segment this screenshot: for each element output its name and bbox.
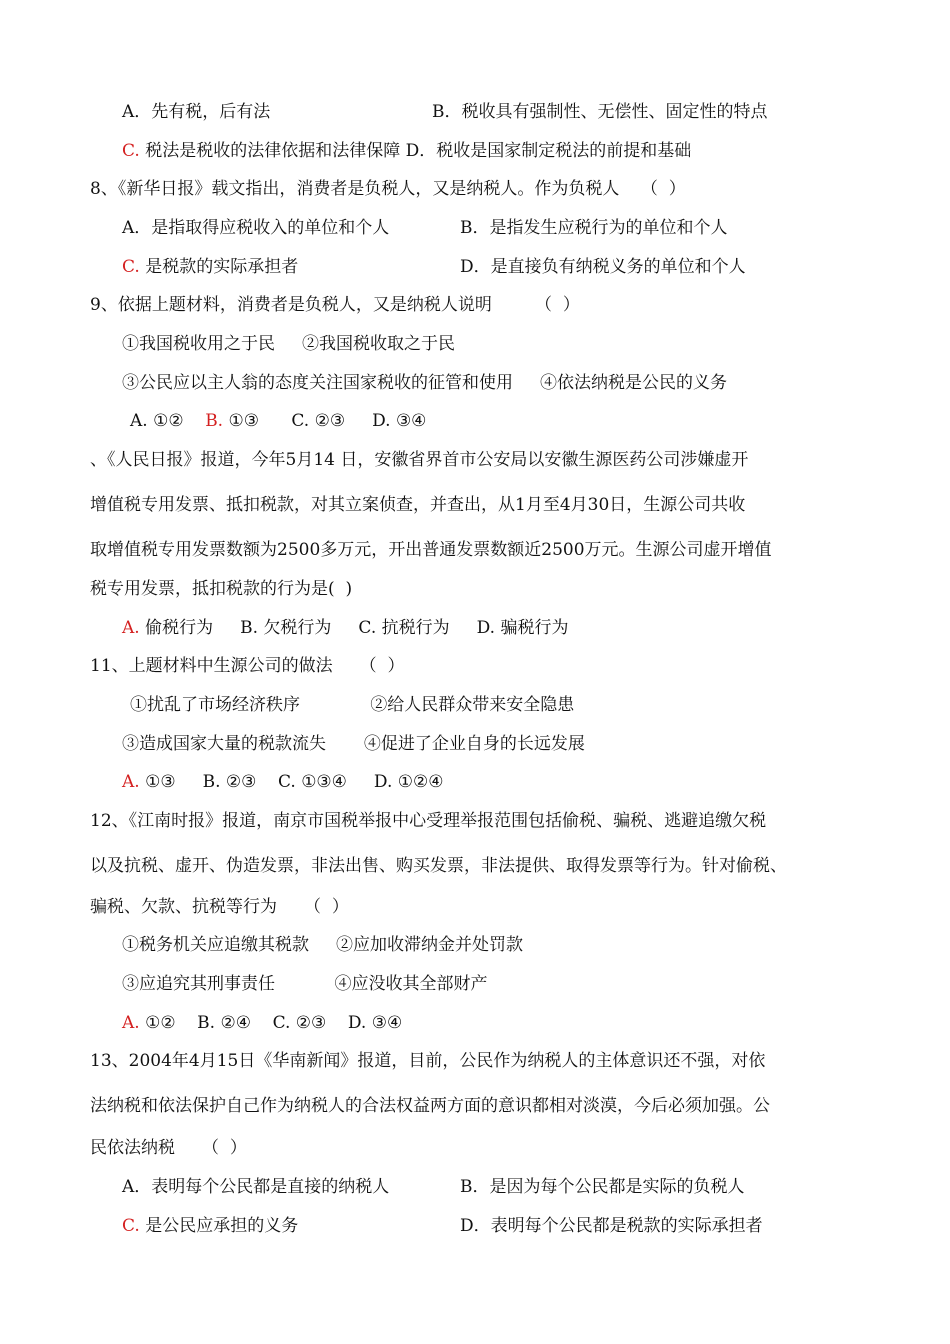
text-line-l25	[90, 1050, 765, 1072]
line-text: 法纳税和依法保护自己作为纳税人的合法权益两方面的意识都相对淡漠，今后必须加强。公	[90, 1096, 770, 1116]
text-line-l11	[90, 494, 745, 516]
line-text: 、《人民日报》报道，今年5月14 日，安徽省界首市公安局以安徽生源医药公司涉嫌虚开	[90, 450, 749, 470]
answer-letter: A.	[122, 772, 140, 792]
answer-letter: C.	[122, 141, 140, 161]
text-line-l29	[122, 1215, 298, 1237]
line-text: ①③ B. ②③ C. ①③④ D. ①②④	[139, 772, 444, 792]
text-line-l14	[122, 617, 569, 639]
line-text: 税法是税收的法律依据和法律保障 D．税收是国家制定税法的前提和基础	[139, 141, 692, 161]
text-line-l3	[90, 178, 686, 200]
line-text: B．税收具有强制性、无偿性、固定性的特点	[432, 102, 768, 122]
text-line-l5b	[460, 256, 746, 278]
text-line-l6	[90, 294, 580, 316]
text-line-l17	[122, 733, 585, 755]
text-line-l7	[122, 333, 455, 355]
text-line-l9	[130, 410, 426, 432]
text-line-l1b	[432, 101, 768, 123]
text-line-l28b	[460, 1176, 745, 1198]
text-line-l13	[90, 578, 352, 600]
line-text: ①扰乱了市场经济秩序 ②给人民群众带来安全隐患	[130, 695, 575, 715]
answer-letter: C.	[122, 257, 140, 277]
text-line-l22	[122, 934, 523, 956]
text-line-l5	[122, 256, 298, 278]
line-text: 取增值税专用发票数额为2500多万元，开出普通发票数额近2500万元。生源公司虚开增值	[90, 540, 772, 560]
line-text: 12、《江南时报》报道，南京市国税举报中心受理举报范围包括偷税、骗税、逃避追缴欠税	[90, 811, 767, 831]
line-text: 13、2004年4月15日《华南新闻》报道，目前，公民作为纳税人的主体意识还不强，对依	[90, 1051, 766, 1071]
text-line-l28	[122, 1176, 389, 1198]
line-text: 11、上题材料中生源公司的做法 （ ）	[90, 656, 405, 676]
text-line-l23	[122, 973, 487, 995]
text-line-l21	[90, 896, 349, 918]
line-text: B．是指发生应税行为的单位和个人	[460, 218, 728, 238]
text-line-l2	[122, 140, 691, 162]
text-line-l18	[122, 771, 444, 793]
text-line-l4	[122, 217, 389, 239]
line-text: 是公民应承担的义务	[139, 1216, 299, 1236]
line-text: A．表明每个公民都是直接的纳税人	[122, 1177, 390, 1197]
line-text: 偷税行为 B. 欠税行为 C. 抗税行为 D. 骗税行为	[139, 618, 569, 638]
text-line-l15	[90, 655, 404, 677]
line-text: ①② B. ②④ C. ②③ D. ③④	[139, 1013, 403, 1033]
line-text: 增值税专用发票、抵扣税款，对其立案侦查，并查出，从1月至4月30日，生源公司共收	[90, 495, 746, 515]
text-line-l12	[90, 539, 772, 561]
answer-letter: B.	[205, 411, 224, 431]
text-line-l1	[122, 101, 270, 123]
line-text: A．先有税，后有法	[122, 102, 271, 122]
line-text: ③公民应以主人翁的态度关注国家税收的征管和使用 ④依法纳税是公民的义务	[122, 373, 728, 393]
text-line-l19	[90, 810, 766, 832]
line-text: ③应追究其刑事责任 ④应没收其全部财产	[122, 974, 488, 994]
line-text: ①税务机关应追缴其税款 ②应加收滞纳金并处罚款	[122, 935, 524, 955]
line-text: D．是直接负有纳税义务的单位和个人	[460, 257, 746, 277]
answer-letter: C.	[122, 1216, 140, 1236]
line-text: 税专用发票，抵扣税款的行为是( )	[90, 579, 353, 599]
line-text: 9、依据上题材料，消费者是负税人，又是纳税人说明 （ ）	[90, 295, 580, 315]
text-line-l20	[90, 855, 787, 877]
text-line-l8	[122, 372, 727, 394]
line-text: 骗税、欠款、抗税等行为 （ ）	[90, 897, 349, 917]
answer-letter: A.	[122, 618, 140, 638]
line-text: 是税款的实际承担者	[139, 257, 299, 277]
text-line-l29b	[460, 1215, 763, 1237]
text-line-l16	[130, 694, 574, 716]
line-text: 民依法纳税 （ ）	[90, 1138, 247, 1158]
line-text: A．是指取得应税收入的单位和个人	[122, 218, 390, 238]
line-text: A. ①②	[130, 411, 206, 431]
line-text: D．表明每个公民都是税款的实际承担者	[460, 1216, 763, 1236]
line-text: ①我国税收用之于民 ②我国税收取之于民	[122, 334, 456, 354]
answer-letter: A.	[122, 1013, 140, 1033]
line-text: 8、《新华日报》载文指出，消费者是负税人，又是纳税人。作为负税人 （ ）	[90, 179, 686, 199]
line-text: ①③ C. ②③ D. ③④	[223, 411, 427, 431]
text-line-l27	[90, 1137, 247, 1159]
text-line-l4b	[460, 217, 728, 239]
text-line-l26	[90, 1095, 770, 1117]
line-text: B．是因为每个公民都是实际的负税人	[460, 1177, 745, 1197]
line-text: 以及抗税、虚开、伪造发票，非法出售、购买发票，非法提供、取得发票等行为。针对偷税、	[90, 856, 787, 876]
text-line-l24	[122, 1012, 402, 1034]
line-text: ③造成国家大量的税款流失 ④促进了企业自身的长远发展	[122, 734, 585, 754]
text-line-l10	[90, 449, 748, 471]
